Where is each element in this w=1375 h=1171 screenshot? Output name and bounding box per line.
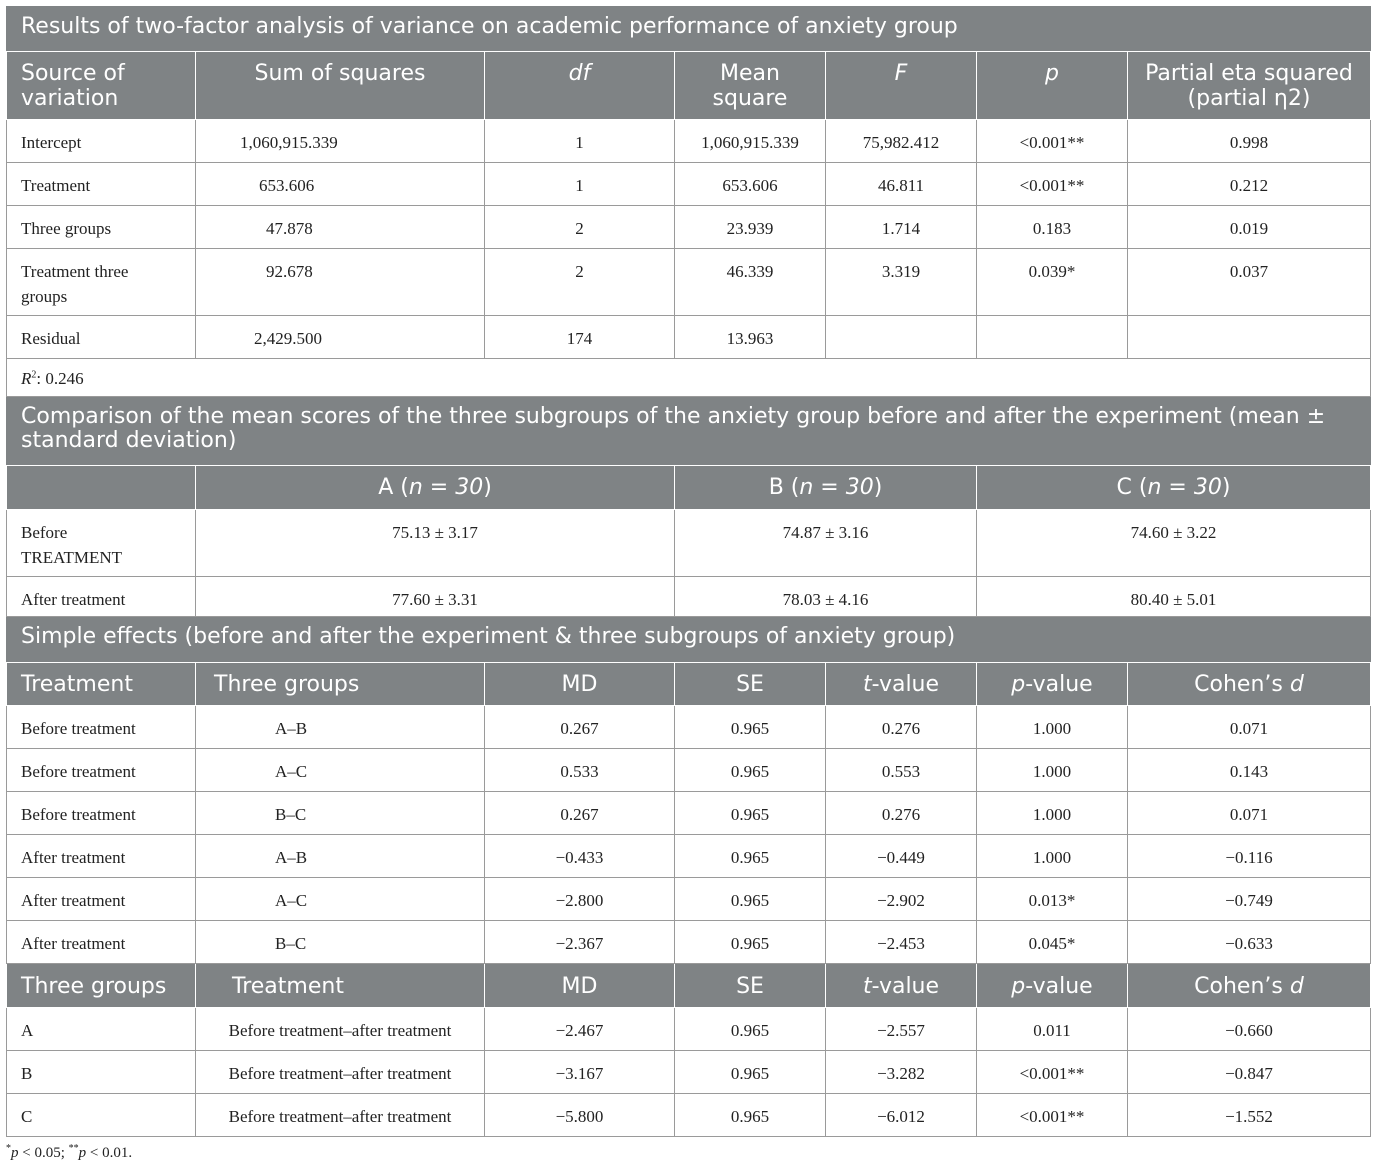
header-t-value bbox=[826, 663, 977, 706]
cell bbox=[826, 316, 977, 359]
cell: 0.965 bbox=[675, 1094, 826, 1137]
header-treatment: Treatment bbox=[7, 663, 196, 706]
cell: A–B bbox=[196, 706, 485, 749]
cell: 77.60 ± 3.31 bbox=[196, 577, 675, 617]
header-treatment: Treatment bbox=[196, 964, 485, 1008]
cell: C bbox=[7, 1094, 196, 1137]
cell: 47.878 bbox=[196, 206, 485, 249]
d-symbol: d bbox=[1289, 672, 1304, 697]
cell: −0.847 bbox=[1128, 1051, 1371, 1094]
cell: −0.449 bbox=[826, 835, 977, 878]
table-row bbox=[7, 510, 1371, 577]
cell: −2.902 bbox=[826, 878, 977, 921]
cell: 74.60 ± 3.22 bbox=[977, 510, 1371, 577]
cell: 75.13 ± 3.17 bbox=[196, 510, 675, 577]
footnote-star-1: * bbox=[6, 1143, 11, 1154]
cell: −3.167 bbox=[485, 1051, 675, 1094]
header-cohens-d bbox=[1128, 663, 1371, 706]
cell: 0.965 bbox=[675, 1051, 826, 1094]
cell: After treatment bbox=[7, 921, 196, 964]
cell: Before treatment–after treatment bbox=[196, 1051, 485, 1094]
table-row bbox=[7, 706, 1371, 749]
cell: Three groups bbox=[7, 206, 196, 249]
cell: Before TREATMENT bbox=[7, 510, 196, 577]
header-partial-eta: Partial eta squared (partial η2) bbox=[1128, 52, 1371, 120]
cell: <0.001** bbox=[977, 163, 1128, 206]
p-suffix: -value bbox=[1025, 974, 1093, 999]
footnote bbox=[6, 1145, 132, 1162]
d-symbol: d bbox=[1289, 974, 1304, 999]
cell: 1,060,915.339 bbox=[196, 120, 485, 163]
cell: Treatment bbox=[7, 163, 196, 206]
comparison-header-a: A (n = 30) bbox=[196, 466, 675, 510]
cell: A–C bbox=[196, 878, 485, 921]
cell: 0.998 bbox=[1128, 120, 1371, 163]
anova-title: Results of two-factor analysis of variance on academic performance of anxiety group bbox=[7, 7, 1371, 52]
header-se: SE bbox=[675, 663, 826, 706]
cell: Residual bbox=[7, 316, 196, 359]
t-symbol: t bbox=[862, 974, 872, 999]
cell: B bbox=[7, 1051, 196, 1094]
cell: A bbox=[7, 1008, 196, 1051]
header-df: df bbox=[485, 52, 675, 120]
cell: 74.87 ± 3.16 bbox=[675, 510, 977, 577]
group-n: n = 30 bbox=[408, 475, 484, 500]
cell: −0.116 bbox=[1128, 835, 1371, 878]
table-row bbox=[7, 316, 1371, 359]
group-n: n = 30 bbox=[1147, 475, 1222, 500]
cell: 3.319 bbox=[826, 249, 977, 316]
cell: 0.965 bbox=[675, 706, 826, 749]
cell: 2,429.500 bbox=[196, 316, 485, 359]
cell: 0.965 bbox=[675, 749, 826, 792]
cell: 1.000 bbox=[977, 792, 1128, 835]
table-row bbox=[7, 120, 1371, 163]
table-row bbox=[7, 163, 1371, 206]
r-squared-value: : 0.246 bbox=[36, 369, 84, 388]
cell: Treatment three groups bbox=[7, 249, 196, 316]
cell: 0.965 bbox=[675, 921, 826, 964]
cell: −3.282 bbox=[826, 1051, 977, 1094]
table-row bbox=[7, 1051, 1371, 1094]
header-p-value bbox=[977, 663, 1128, 706]
t-suffix: -value bbox=[871, 672, 940, 697]
cell: 2 bbox=[485, 249, 675, 316]
cell: B–C bbox=[196, 792, 485, 835]
header-p: p bbox=[977, 52, 1128, 120]
cell: <0.001** bbox=[977, 120, 1128, 163]
cell: 46.339 bbox=[675, 249, 826, 316]
table-row bbox=[7, 792, 1371, 835]
footnote-text-1: < 0.05; bbox=[18, 1145, 69, 1161]
cell: 0.039* bbox=[977, 249, 1128, 316]
cell: −0.749 bbox=[1128, 878, 1371, 921]
t-suffix: -value bbox=[871, 974, 940, 999]
cell: −2.367 bbox=[485, 921, 675, 964]
group-n: n = 30 bbox=[799, 475, 874, 500]
cell: 13.963 bbox=[675, 316, 826, 359]
cell: 0.045* bbox=[977, 921, 1128, 964]
cell bbox=[1128, 316, 1371, 359]
cell: 0.965 bbox=[675, 792, 826, 835]
cell bbox=[977, 316, 1128, 359]
cell: Before treatment–after treatment bbox=[196, 1008, 485, 1051]
results-table bbox=[6, 6, 1370, 1137]
cell: −1.552 bbox=[1128, 1094, 1371, 1137]
footnote-p-1: p bbox=[11, 1145, 19, 1161]
table-row bbox=[7, 921, 1371, 964]
cell: 0.965 bbox=[675, 878, 826, 921]
comparison-header-b: B (n = 30) bbox=[675, 466, 977, 510]
comparison-header-blank bbox=[7, 466, 196, 510]
cell: 0.267 bbox=[485, 706, 675, 749]
cell: 653.606 bbox=[675, 163, 826, 206]
cell: 0.143 bbox=[1128, 749, 1371, 792]
cell: −2.467 bbox=[485, 1008, 675, 1051]
cell: −5.800 bbox=[485, 1094, 675, 1137]
table-row bbox=[7, 249, 1371, 316]
group-letter: B bbox=[768, 475, 784, 500]
cell: 0.965 bbox=[675, 835, 826, 878]
cell: 0.267 bbox=[485, 792, 675, 835]
r-squared-exponent: 2 bbox=[31, 369, 37, 381]
header-three-groups: Three groups bbox=[196, 663, 485, 706]
table-row bbox=[7, 206, 1371, 249]
cell: <0.001** bbox=[977, 1051, 1128, 1094]
cell: 92.678 bbox=[196, 249, 485, 316]
header-md: MD bbox=[485, 663, 675, 706]
cell: 0.071 bbox=[1128, 792, 1371, 835]
footnote-text-2: < 0.01. bbox=[86, 1145, 133, 1161]
cell: B–C bbox=[196, 921, 485, 964]
group-letter: C bbox=[1116, 475, 1132, 500]
cell: 0.013* bbox=[977, 878, 1128, 921]
p-symbol: p bbox=[1011, 974, 1026, 999]
cell: After treatment bbox=[7, 835, 196, 878]
cell: 1.000 bbox=[977, 706, 1128, 749]
cell: 1.000 bbox=[977, 835, 1128, 878]
cell: Before treatment–after treatment bbox=[196, 1094, 485, 1137]
header-p-value bbox=[977, 964, 1128, 1008]
cell: −0.660 bbox=[1128, 1008, 1371, 1051]
cell: 0.011 bbox=[977, 1008, 1128, 1051]
cell: After treatment bbox=[7, 878, 196, 921]
anova-table bbox=[6, 6, 1371, 1137]
cell: 0.965 bbox=[675, 1008, 826, 1051]
header-se: SE bbox=[675, 964, 826, 1008]
cell: 2 bbox=[485, 206, 675, 249]
header-f: F bbox=[826, 52, 977, 120]
cell: 0.071 bbox=[1128, 706, 1371, 749]
cell: 653.606 bbox=[196, 163, 485, 206]
comparison-title: Comparison of the mean scores of the three subgroups of the anxiety group before and after the experiment (mean ± standard deviation) bbox=[7, 397, 1371, 466]
cell: 174 bbox=[485, 316, 675, 359]
cell: 1.714 bbox=[826, 206, 977, 249]
simple-effects-title: Simple effects (before and after the experiment & three subgroups of anxiety group) bbox=[7, 617, 1371, 663]
header-mean-square: Mean square bbox=[675, 52, 826, 120]
r-squared-note bbox=[7, 359, 1371, 397]
cell: 80.40 ± 5.01 bbox=[977, 577, 1371, 617]
group-letter: A bbox=[378, 475, 394, 500]
cell: After treatment bbox=[7, 577, 196, 617]
cell: 0.019 bbox=[1128, 206, 1371, 249]
header-three-groups: Three groups bbox=[7, 964, 196, 1008]
table-row bbox=[7, 878, 1371, 921]
comparison-header-c: C (n = 30) bbox=[977, 466, 1371, 510]
cohens-label: Cohen’s bbox=[1194, 974, 1290, 999]
cell: −2.453 bbox=[826, 921, 977, 964]
cell: 46.811 bbox=[826, 163, 977, 206]
cell: −2.557 bbox=[826, 1008, 977, 1051]
cell: Before treatment bbox=[7, 792, 196, 835]
cell: 0.183 bbox=[977, 206, 1128, 249]
cell: 1,060,915.339 bbox=[675, 120, 826, 163]
cell: 0.553 bbox=[826, 749, 977, 792]
cell: 0.276 bbox=[826, 792, 977, 835]
p-symbol: p bbox=[1011, 672, 1026, 697]
header-md: MD bbox=[485, 964, 675, 1008]
cell: A–C bbox=[196, 749, 485, 792]
cell: 0.276 bbox=[826, 706, 977, 749]
footnote-star-2: ** bbox=[68, 1143, 79, 1154]
cohens-label: Cohen’s bbox=[1194, 672, 1290, 697]
table-row bbox=[7, 835, 1371, 878]
cell: A–B bbox=[196, 835, 485, 878]
header-t-value bbox=[826, 964, 977, 1008]
cell: 0.037 bbox=[1128, 249, 1371, 316]
cell: 75,982.412 bbox=[826, 120, 977, 163]
table-row bbox=[7, 749, 1371, 792]
cell: Before treatment bbox=[7, 749, 196, 792]
cell: 0.212 bbox=[1128, 163, 1371, 206]
header-cohens-d bbox=[1128, 964, 1371, 1008]
cell: 1 bbox=[485, 120, 675, 163]
table-row bbox=[7, 1008, 1371, 1051]
cell: −0.633 bbox=[1128, 921, 1371, 964]
cell: 1 bbox=[485, 163, 675, 206]
cell: −2.800 bbox=[485, 878, 675, 921]
header-sum-of-squares: Sum of squares bbox=[196, 52, 485, 120]
cell: 23.939 bbox=[675, 206, 826, 249]
cell: Before treatment bbox=[7, 706, 196, 749]
footnote-p-2: p bbox=[78, 1145, 87, 1161]
header-source: Source of variation bbox=[7, 52, 196, 120]
table-row bbox=[7, 1094, 1371, 1137]
cell: 1.000 bbox=[977, 749, 1128, 792]
table-row bbox=[7, 577, 1371, 617]
cell: 78.03 ± 4.16 bbox=[675, 577, 977, 617]
cell: −0.433 bbox=[485, 835, 675, 878]
cell: <0.001** bbox=[977, 1094, 1128, 1137]
r-squared-symbol: R bbox=[21, 369, 32, 388]
cell: Intercept bbox=[7, 120, 196, 163]
cell: 0.533 bbox=[485, 749, 675, 792]
cell: −6.012 bbox=[826, 1094, 977, 1137]
p-suffix: -value bbox=[1025, 672, 1093, 697]
t-symbol: t bbox=[862, 672, 872, 697]
